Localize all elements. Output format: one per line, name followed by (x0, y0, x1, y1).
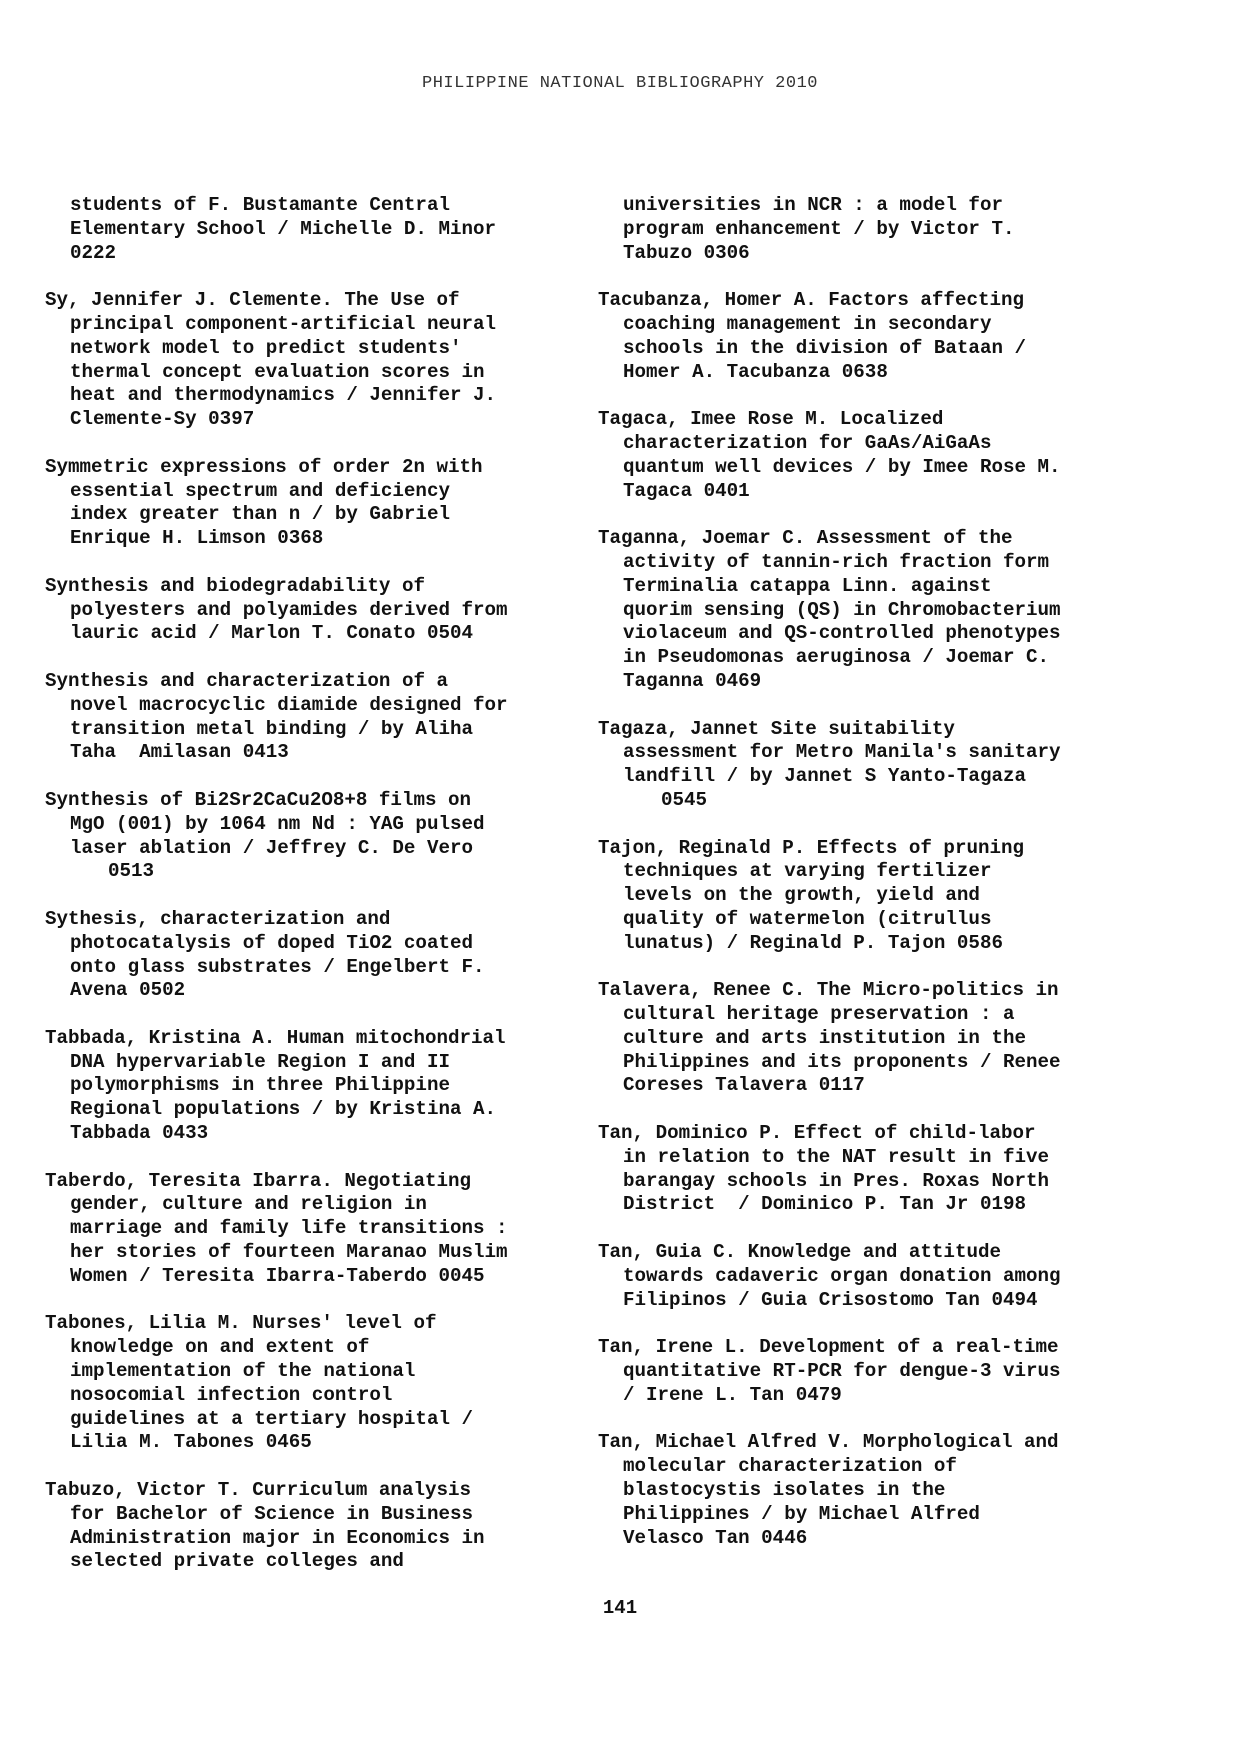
entry-line: in Pseudomonas aeruginosa / Joemar C. (623, 646, 1050, 669)
entry-line: Velasco Tan 0446 (623, 1526, 808, 1549)
entry-line: Tabbada, Kristina A. Human mitochondrial (45, 1026, 506, 1049)
entry-line: Tabones, Lilia M. Nurses' level of (45, 1312, 437, 1335)
entry-line: index greater than n / by Gabriel (70, 503, 450, 526)
entry-line: MgO (001) by 1064 nm Nd : YAG pulsed (70, 812, 485, 835)
entry-line: quantitative RT-PCR for dengue-3 virus (623, 1360, 1061, 1383)
bibliography-entry (45, 670, 575, 765)
entry-line: Tagaca 0401 (623, 479, 750, 502)
entry-line: knowledge on and extent of (70, 1336, 370, 1359)
entry-line: Sythesis, characterization and (45, 907, 391, 930)
bibliography-entry (45, 194, 575, 265)
entry-line: gender, culture and religion in (70, 1193, 427, 1216)
entry-line: Taganna 0469 (623, 669, 762, 692)
entry-line: polymorphisms in three Philippine (70, 1074, 450, 1097)
entry-line: network model to predict students' (70, 336, 462, 359)
entry-line: Regional populations / by Kristina A. (70, 1098, 497, 1121)
bibliography-entry (45, 1027, 575, 1146)
entry-line: violaceum and QS-controlled phenotypes (623, 622, 1061, 645)
entry-line: Administration major in Economics in (70, 1526, 485, 1549)
entry-line: universities in NCR : a model for (623, 194, 1003, 216)
entry-line: Women / Teresita Ibarra-Taberdo 0045 (70, 1264, 485, 1287)
entry-line: Synthesis and characterization of a (45, 669, 449, 692)
entry-line: implementation of the national (70, 1360, 416, 1383)
entry-line: 0513 (108, 860, 155, 883)
entry-line: Synthesis and biodegradability of (45, 574, 425, 597)
entry-line: quorim sensing (QS) in Chromobacterium (623, 598, 1061, 621)
bibliography-entry (598, 718, 1128, 813)
entry-line: blastocystis isolates in the (623, 1479, 946, 1502)
bibliography-entry (45, 1170, 575, 1289)
entry-line: techniques at varying fertilizer (623, 860, 992, 883)
entry-line: Filipinos / Guia Crisostomo Tan 0494 (623, 1288, 1038, 1311)
entry-line: 0545 (661, 788, 708, 811)
entry-line: lunatus) / Reginald P. Tajon 0586 (623, 931, 1003, 954)
entry-line: Tabuzo, Victor T. Curriculum analysis (45, 1479, 472, 1502)
entry-line: levels on the growth, yield and (623, 884, 980, 907)
entry-line: Philippines / by Michael Alfred (623, 1502, 980, 1525)
entry-line: lauric acid / Marlon T. Conato 0504 (70, 622, 474, 645)
entry-line: thermal concept evaluation scores in (70, 360, 485, 383)
entry-line: Lilia M. Tabones 0465 (70, 1431, 312, 1454)
entry-line: Taganna, Joemar C. Assessment of the (598, 527, 1013, 550)
entry-line: Tagaca, Imee Rose M. Localized (598, 408, 944, 431)
entry-line: Synthesis of Bi2Sr2CaCu2O8+8 films on (45, 788, 472, 811)
bibliography-entry (45, 1479, 575, 1574)
entry-line: Taberdo, Teresita Ibarra. Negotiating (45, 1169, 472, 1192)
entry-line: guidelines at a tertiary hospital / (70, 1407, 474, 1430)
bibliography-entry (45, 289, 575, 432)
entry-line: / Irene L. Tan 0479 (623, 1383, 842, 1406)
entry-line: Philippines and its proponents / Renee (623, 1050, 1061, 1073)
entry-line: Talavera, Renee C. The Micro-politics in (598, 979, 1059, 1002)
entry-line: Coreses Talavera 0117 (623, 1074, 865, 1097)
entry-line: Clemente-Sy 0397 (70, 408, 255, 431)
entry-line: heat and thermodynamics / Jennifer J. (70, 384, 497, 407)
entry-line: nosocomial infection control (70, 1383, 393, 1406)
entry-line: District / Dominico P. Tan Jr 0198 (623, 1193, 1027, 1216)
entry-line: novel macrocyclic diamide designed for (70, 693, 508, 716)
entry-line: coaching management in secondary (623, 312, 992, 335)
entry-line: quality of watermelon (citrullus (623, 907, 992, 930)
entry-line: Taha Amilasan 0413 (70, 741, 289, 764)
entry-line: in relation to the NAT result in five (623, 1145, 1050, 1168)
bibliography-entry (598, 527, 1128, 694)
entry-line: Tan, Dominico P. Effect of child-labor (598, 1122, 1036, 1145)
entry-line: laser ablation / Jeffrey C. De Vero (70, 836, 474, 859)
entry-line: Tan, Irene L. Development of a real-time (598, 1336, 1059, 1359)
entry-line: Tan, Michael Alfred V. Morphological and (598, 1431, 1059, 1454)
bibliography-entry (598, 408, 1128, 503)
entry-line: Avena 0502 (70, 979, 186, 1002)
bibliography-entry (598, 837, 1128, 956)
entry-line: marriage and family life transitions : (70, 1217, 508, 1240)
running-header: PHILIPPINE NATIONAL BIBLIOGRAPHY 2010 (422, 74, 818, 93)
left-column (45, 194, 575, 1598)
entry-line: quantum well devices / by Imee Rose M. (623, 455, 1061, 478)
entry-line: for Bachelor of Science in Business (70, 1502, 474, 1525)
bibliography-entry (45, 908, 575, 1003)
entry-line: essential spectrum and deficiency (70, 479, 450, 502)
bibliography-entry (598, 1336, 1128, 1407)
entry-line: photocatalysis of doped TiO2 coated (70, 931, 474, 954)
entry-line: Sy, Jennifer J. Clemente. The Use of (45, 289, 460, 312)
bibliography-entry (598, 1431, 1128, 1550)
entry-line: Tajon, Reginald P. Effects of pruning (598, 836, 1025, 859)
entry-line: schools in the division of Bataan / (623, 336, 1027, 359)
page-number: 141 (602, 1597, 638, 1619)
entry-line: Tacubanza, Homer A. Factors affecting (598, 289, 1025, 312)
right-column (598, 194, 1128, 1574)
bibliography-entry (598, 289, 1128, 384)
entry-line: Enrique H. Limson 0368 (70, 527, 324, 550)
bibliography-entry (598, 194, 1128, 265)
bibliography-entry (598, 1241, 1128, 1312)
entry-line: polyesters and polyamides derived from (70, 598, 508, 621)
bibliography-entry (598, 979, 1128, 1098)
entry-line: assessment for Metro Manila's sanitary (623, 741, 1061, 764)
entry-line: Homer A. Tacubanza 0638 (623, 360, 888, 383)
entry-line: selected private colleges and (70, 1550, 404, 1573)
entry-line: onto glass substrates / Engelbert F. (70, 955, 485, 978)
entry-line: landfill / by Jannet S Yanto-Tagaza (623, 765, 1027, 788)
bibliography-entry (45, 789, 575, 884)
entry-line: students of F. Bustamante Central (70, 194, 450, 216)
entry-line: Symmetric expressions of order 2n with (45, 455, 483, 478)
entry-line: characterization for GaAs/AiGaAs (623, 431, 992, 454)
entry-line: Terminalia catappa Linn. against (623, 574, 992, 597)
entry-line: DNA hypervariable Region I and II (70, 1050, 450, 1073)
entry-line: Tabuzo 0306 (623, 241, 750, 264)
entry-line: Elementary School / Michelle D. Minor (70, 217, 497, 240)
entry-line: Tan, Guia C. Knowledge and attitude (598, 1241, 1002, 1264)
entry-line: program enhancement / by Victor T. (623, 217, 1015, 240)
entry-line: transition metal binding / by Aliha (70, 717, 474, 740)
entry-line: Tagaza, Jannet Site suitability (598, 717, 955, 740)
entry-line: towards cadaveric organ donation among (623, 1264, 1061, 1287)
bibliography-entry (45, 1312, 575, 1455)
entry-line: 0222 (70, 241, 117, 264)
entry-line: her stories of fourteen Maranao Muslim (70, 1241, 508, 1264)
entry-line: activity of tannin-rich fraction form (623, 550, 1050, 573)
bibliography-entry (45, 575, 575, 646)
entry-line: culture and arts institution in the (623, 1026, 1027, 1049)
entry-line: molecular characterization of (623, 1455, 957, 1478)
bibliography-entry (45, 456, 575, 551)
entry-line: principal component-artificial neural (70, 312, 497, 335)
entry-line: cultural heritage preservation : a (623, 1003, 1015, 1026)
bibliography-entry (598, 1122, 1128, 1217)
entry-line: Tabbada 0433 (70, 1122, 209, 1145)
entry-line: barangay schools in Pres. Roxas North (623, 1169, 1050, 1192)
